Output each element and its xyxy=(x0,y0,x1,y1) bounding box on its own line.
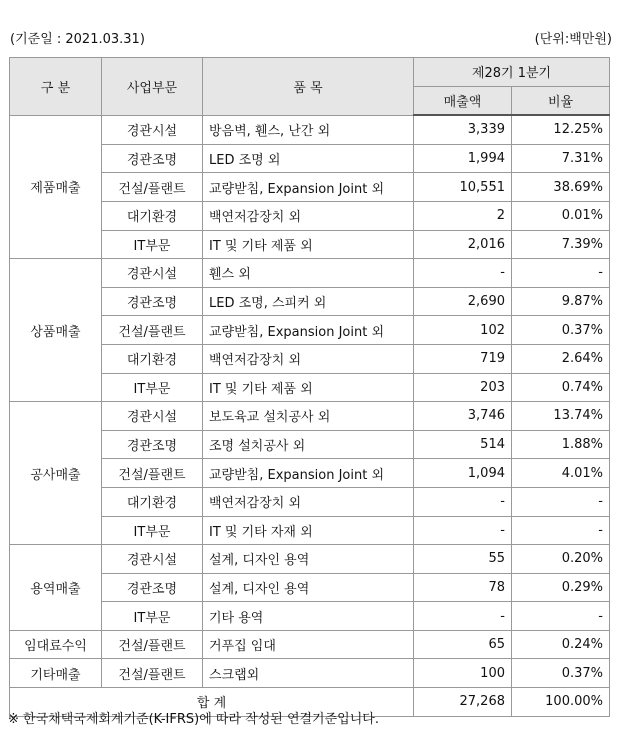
item-cell: LED 조명 외 xyxy=(203,144,414,173)
category-cell: 공사매출 xyxy=(10,402,102,545)
division-cell: 건설/플랜트 xyxy=(102,630,203,659)
ratio-cell: - xyxy=(512,516,610,545)
item-cell: IT 및 기타 제품 외 xyxy=(203,373,414,402)
division-cell: IT부문 xyxy=(102,230,203,259)
item-cell: 거푸집 임대 xyxy=(203,630,414,659)
ratio-cell: 0.74% xyxy=(512,373,610,402)
item-cell: 백연저감장치 외 xyxy=(203,201,414,230)
sales-cell: 2 xyxy=(414,201,512,230)
table-row xyxy=(10,402,610,431)
unit-label: (단위:백만원) xyxy=(534,32,612,47)
ratio-cell: 0.37% xyxy=(512,316,610,345)
category-cell: 용역매출 xyxy=(10,545,102,631)
division-cell: 대기환경 xyxy=(102,201,203,230)
ratio-cell: - xyxy=(512,602,610,631)
item-cell: 방음벽, 휀스, 난간 외 xyxy=(203,115,414,144)
header-division: 사업부문 xyxy=(102,58,203,116)
item-cell: 기타 용역 xyxy=(203,602,414,631)
category-cell: 제품매출 xyxy=(10,115,102,258)
item-cell: 휀스 외 xyxy=(203,259,414,288)
table-row xyxy=(10,545,610,574)
item-cell: 설계, 디자인 용역 xyxy=(203,573,414,602)
division-cell: IT부문 xyxy=(102,373,203,402)
sales-cell: 10,551 xyxy=(414,173,512,202)
item-cell: LED 조명, 스피커 외 xyxy=(203,287,414,316)
ratio-cell: 0.29% xyxy=(512,573,610,602)
sales-cell: 1,094 xyxy=(414,459,512,488)
sales-table xyxy=(9,57,610,717)
division-cell: 경관조명 xyxy=(102,144,203,173)
item-cell: 교량받침, Expansion Joint 외 xyxy=(203,173,414,202)
table-row xyxy=(10,115,610,144)
header-item: 품 목 xyxy=(203,58,414,116)
ratio-cell: - xyxy=(512,487,610,516)
total-ratio: 100.00% xyxy=(512,688,610,717)
table-body xyxy=(10,115,610,687)
division-cell: 경관조명 xyxy=(102,573,203,602)
item-cell: 백연저감장치 외 xyxy=(203,487,414,516)
ratio-cell: 13.74% xyxy=(512,402,610,431)
division-cell: 건설/플랜트 xyxy=(102,316,203,345)
ratio-cell: 0.20% xyxy=(512,545,610,574)
item-cell: 설계, 디자인 용역 xyxy=(203,545,414,574)
base-date: (기준일 : 2021.03.31) xyxy=(10,32,145,47)
sales-cell: 65 xyxy=(414,630,512,659)
division-cell: 대기환경 xyxy=(102,487,203,516)
ratio-cell: 1.88% xyxy=(512,430,610,459)
division-cell: 경관시설 xyxy=(102,545,203,574)
header-ratio: 비율 xyxy=(512,86,610,115)
footnote: ※ 한국채택국제회계기준(K-IFRS)에 따라 작성된 연결기준입니다. xyxy=(8,712,379,727)
sales-cell: 719 xyxy=(414,344,512,373)
table-row xyxy=(10,259,610,288)
sales-cell: - xyxy=(414,259,512,288)
item-cell: IT 및 기타 제품 외 xyxy=(203,230,414,259)
division-cell: 경관시설 xyxy=(102,259,203,288)
ratio-cell: 7.39% xyxy=(512,230,610,259)
ratio-cell: 38.69% xyxy=(512,173,610,202)
category-cell: 기타매출 xyxy=(10,659,102,688)
sales-cell: - xyxy=(414,602,512,631)
item-cell: 교량받침, Expansion Joint 외 xyxy=(203,316,414,345)
division-cell: 경관조명 xyxy=(102,430,203,459)
sales-cell: 514 xyxy=(414,430,512,459)
sales-cell: 78 xyxy=(414,573,512,602)
ratio-cell: 0.24% xyxy=(512,630,610,659)
ratio-cell: 9.87% xyxy=(512,287,610,316)
sales-cell: 203 xyxy=(414,373,512,402)
ratio-cell: 0.01% xyxy=(512,201,610,230)
header-row-1 xyxy=(10,58,610,87)
sales-cell: 2,690 xyxy=(414,287,512,316)
total-sales: 27,268 xyxy=(414,688,512,717)
division-cell: 대기환경 xyxy=(102,344,203,373)
sales-cell: - xyxy=(414,487,512,516)
item-cell: 스크랩외 xyxy=(203,659,414,688)
division-cell: 건설/플랜트 xyxy=(102,659,203,688)
sales-cell: 1,994 xyxy=(414,144,512,173)
total-label: 합 계 xyxy=(10,688,414,717)
ratio-cell: 7.31% xyxy=(512,144,610,173)
ratio-cell: 0.37% xyxy=(512,659,610,688)
item-cell: 보도육교 설치공사 외 xyxy=(203,402,414,431)
category-cell: 임대료수익 xyxy=(10,630,102,659)
item-cell: 조명 설치공사 외 xyxy=(203,430,414,459)
sales-cell: - xyxy=(414,516,512,545)
ratio-cell: 12.25% xyxy=(512,115,610,144)
ratio-cell: - xyxy=(512,259,610,288)
sales-cell: 2,016 xyxy=(414,230,512,259)
table-row xyxy=(10,659,610,688)
division-cell: IT부문 xyxy=(102,516,203,545)
division-cell: 경관시설 xyxy=(102,402,203,431)
table-row xyxy=(10,630,610,659)
sales-cell: 102 xyxy=(414,316,512,345)
header-sales: 매출액 xyxy=(414,86,512,115)
item-cell: IT 및 기타 자재 외 xyxy=(203,516,414,545)
item-cell: 백연저감장치 외 xyxy=(203,344,414,373)
category-cell: 상품매출 xyxy=(10,259,102,402)
division-cell: 건설/플랜트 xyxy=(102,173,203,202)
table-caption xyxy=(10,28,612,47)
sales-cell: 100 xyxy=(414,659,512,688)
ratio-cell: 2.64% xyxy=(512,344,610,373)
division-cell: 경관시설 xyxy=(102,115,203,144)
sales-cell: 3,339 xyxy=(414,115,512,144)
division-cell: IT부문 xyxy=(102,602,203,631)
ratio-cell: 4.01% xyxy=(512,459,610,488)
sales-cell: 55 xyxy=(414,545,512,574)
header-period: 제28기 1분기 xyxy=(414,58,610,87)
item-cell: 교량받침, Expansion Joint 외 xyxy=(203,459,414,488)
sales-cell: 3,746 xyxy=(414,402,512,431)
division-cell: 경관조명 xyxy=(102,287,203,316)
division-cell: 건설/플랜트 xyxy=(102,459,203,488)
header-category: 구 분 xyxy=(10,58,102,116)
